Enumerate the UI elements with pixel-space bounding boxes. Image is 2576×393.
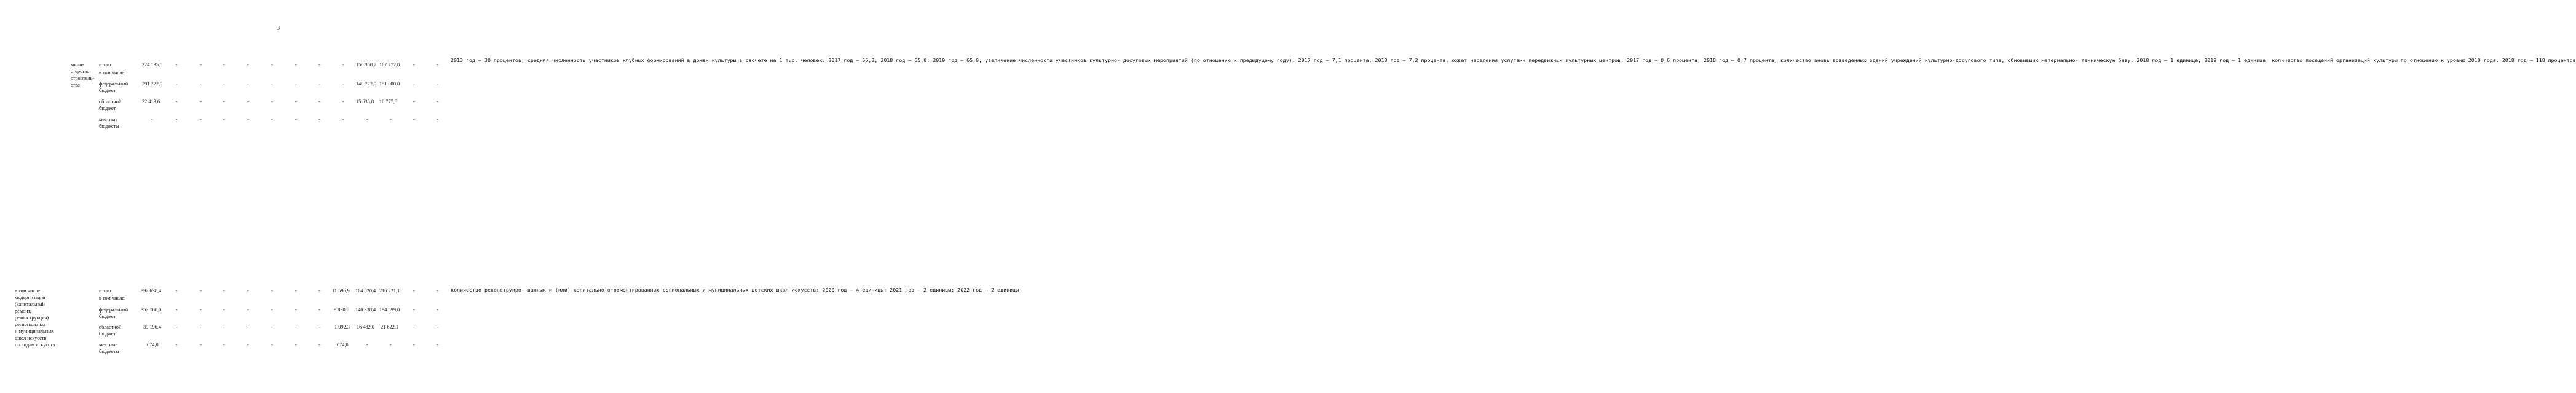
cell-dash: - bbox=[318, 62, 320, 68]
row-sublabel: в том числе: bbox=[99, 295, 126, 301]
cell-2020: 156 358,7 bbox=[356, 62, 377, 68]
cell-dash: - bbox=[200, 81, 202, 87]
cell-dash: - bbox=[271, 99, 273, 104]
cell-2020: 16 482,0 bbox=[357, 324, 375, 330]
cell-dash: - bbox=[223, 324, 225, 330]
cell-dash: - bbox=[318, 81, 320, 87]
cell-dash: - bbox=[271, 117, 273, 122]
cell-2021: 167 777,8 bbox=[379, 62, 400, 68]
cell-dash: - bbox=[200, 324, 202, 330]
cell-dash: - bbox=[318, 307, 320, 313]
row-label: итого bbox=[99, 62, 111, 68]
cell-dash: - bbox=[200, 342, 202, 348]
row-label: федеральный бюджет bbox=[99, 81, 128, 93]
cell-dash: - bbox=[176, 81, 178, 87]
cell-2021: - bbox=[390, 117, 392, 122]
cell-dash: - bbox=[271, 81, 273, 87]
cell-2021: 21 622,1 bbox=[381, 324, 399, 330]
cell-2022: - bbox=[413, 342, 415, 348]
cell-dash: - bbox=[271, 288, 273, 294]
row-sublabel: в том числе: bbox=[99, 70, 126, 76]
cell-2020: 148 338,4 bbox=[355, 307, 376, 313]
cell-dash: - bbox=[176, 324, 178, 330]
cell-2021: - bbox=[390, 342, 392, 348]
cell-dash: - bbox=[223, 117, 225, 122]
cell-dash: - bbox=[271, 307, 273, 313]
cell-2019: 9 830,6 bbox=[334, 307, 349, 313]
cell-dash: - bbox=[295, 288, 297, 294]
cell-dash: - bbox=[247, 324, 249, 330]
cell-dash: - bbox=[247, 62, 249, 68]
row-label: местные бюджеты bbox=[99, 342, 119, 354]
cell-dash: - bbox=[200, 307, 202, 313]
cell-dash: - bbox=[223, 99, 225, 104]
cell-2020: - bbox=[366, 117, 368, 122]
cell-dash: - bbox=[318, 288, 320, 294]
cell-dash: - bbox=[318, 117, 320, 122]
cell-total: 674,0 bbox=[147, 342, 159, 348]
cell-dash: - bbox=[176, 288, 178, 294]
cell-dash: - bbox=[176, 117, 178, 122]
cell-dash: - bbox=[295, 117, 297, 122]
cell-dash: - bbox=[295, 99, 297, 104]
cell-2023: - bbox=[437, 99, 438, 104]
cell-2023: - bbox=[437, 117, 438, 122]
cell-dash: - bbox=[318, 99, 320, 104]
cell-total: - bbox=[151, 117, 153, 122]
row-label: областной бюджет bbox=[99, 99, 122, 111]
cell-dash: - bbox=[223, 81, 225, 87]
cell-dash: - bbox=[271, 324, 273, 330]
cell-2023: - bbox=[437, 342, 438, 348]
cell-dash: - bbox=[223, 342, 225, 348]
cell-dash: - bbox=[247, 117, 249, 122]
cell-dash: - bbox=[223, 288, 225, 294]
cell-dash: - bbox=[295, 307, 297, 313]
cell-2023: - bbox=[437, 62, 438, 68]
cell-dash: - bbox=[247, 342, 249, 348]
cell-2020: 164 820,4 bbox=[355, 288, 376, 294]
cell-dash: - bbox=[176, 307, 178, 313]
cell-dash: - bbox=[342, 62, 344, 68]
cell-2021: 216 221,1 bbox=[379, 288, 400, 294]
cell-2019: 674,0 bbox=[337, 342, 349, 348]
cell-dash: - bbox=[176, 99, 178, 104]
section2-indicators: количество реконструиро- ванных и (или) капитально отремонтированных региональных и муниципальных детских школ искусств: 2020 год – 4 единицы; 2021 год – 2 единицы; 2022 год – 2 единицы bbox=[451, 287, 1019, 293]
cell-dash: - bbox=[342, 99, 344, 104]
cell-dash: - bbox=[200, 288, 202, 294]
row-label: итого bbox=[99, 288, 111, 294]
row-label: местные бюджеты bbox=[99, 117, 119, 129]
cell-dash: - bbox=[200, 62, 202, 68]
cell-2020: 15 635,8 bbox=[356, 99, 374, 104]
cell-2021: 151 000,0 bbox=[379, 81, 400, 87]
row-label: областной бюджет bbox=[99, 324, 122, 337]
cell-total: 32 413,6 bbox=[142, 99, 160, 104]
cell-2019: 1 092,3 bbox=[334, 324, 350, 330]
cell-dash: - bbox=[247, 81, 249, 87]
cell-2022: - bbox=[413, 62, 415, 68]
cell-total: 324 135,5 bbox=[142, 62, 163, 68]
cell-dash: - bbox=[295, 62, 297, 68]
cell-2022: - bbox=[413, 307, 415, 313]
cell-2020: - bbox=[366, 342, 368, 348]
cell-dash: - bbox=[223, 62, 225, 68]
cell-dash: - bbox=[295, 342, 297, 348]
cell-total: 392 638,4 bbox=[141, 288, 162, 294]
cell-total: 39 196,4 bbox=[143, 324, 162, 330]
cell-2023: - bbox=[437, 324, 438, 330]
cell-dash: - bbox=[176, 62, 178, 68]
cell-2021: 194 599,0 bbox=[379, 307, 400, 313]
section2-measure: в том числе: модернизация (капитальный ремонт, реконструкция) региональных и муниципальных школ искусств по видам искусств bbox=[15, 288, 55, 348]
cell-dash: - bbox=[318, 342, 320, 348]
cell-dash: - bbox=[200, 99, 202, 104]
cell-dash: - bbox=[342, 117, 344, 122]
cell-2023: - bbox=[437, 307, 438, 313]
cell-2022: - bbox=[413, 117, 415, 122]
cell-dash: - bbox=[176, 342, 178, 348]
cell-2019: 11 596,9 bbox=[332, 288, 350, 294]
section1-indicators: 2013 год – 30 процентов; средняя численность участников клубных формирований в домах культуры в расчете на 1 тыс. человек: 2017 год – 56,2; 2018 год – 65,0; 2019 год – 65,0; увеличение численности участников культурно- досуговых мероприятий (по отношению к предыдущему году): 2017 год – 7,1 процента; 2018 год – 7,2 процента; охват населения услугами передвижных культурных центров: 2017 год – 0,6 процента; 2018 год – 0,7 процента; количество вновь возведенных зданий учреждений культурно-досугового типа, обновивших материально- техническую базу: 2018 год – 1 единица; 2019 год – 1 единица; количество посещений организаций культуры по отношению к уровню 2010 года: 2018 год – 118 процентов bbox=[451, 57, 2576, 63]
cell-dash: - bbox=[247, 307, 249, 313]
cell-total: 352 768,0 bbox=[141, 307, 162, 313]
cell-dash: - bbox=[271, 342, 273, 348]
cell-2023: - bbox=[437, 288, 438, 294]
cell-total: 291 722,9 bbox=[142, 81, 163, 87]
cell-dash: - bbox=[295, 324, 297, 330]
cell-dash: - bbox=[318, 324, 320, 330]
cell-2022: - bbox=[413, 81, 415, 87]
page-number: 3 bbox=[276, 25, 280, 32]
row-label: федеральный бюджет bbox=[99, 307, 128, 319]
cell-2022: - bbox=[413, 324, 415, 330]
cell-dash: - bbox=[295, 81, 297, 87]
cell-2022: - bbox=[413, 99, 415, 104]
cell-2023: - bbox=[437, 81, 438, 87]
cell-dash: - bbox=[271, 62, 273, 68]
cell-dash: - bbox=[200, 117, 202, 122]
cell-2020: 140 722,9 bbox=[356, 81, 377, 87]
cell-2022: - bbox=[413, 288, 415, 294]
cell-dash: - bbox=[247, 288, 249, 294]
section1-executor: мини- стерство строитель- ства bbox=[71, 62, 95, 88]
cell-2021: 16 777,8 bbox=[379, 99, 398, 104]
cell-dash: - bbox=[247, 99, 249, 104]
cell-dash: - bbox=[342, 81, 344, 87]
cell-dash: - bbox=[223, 307, 225, 313]
